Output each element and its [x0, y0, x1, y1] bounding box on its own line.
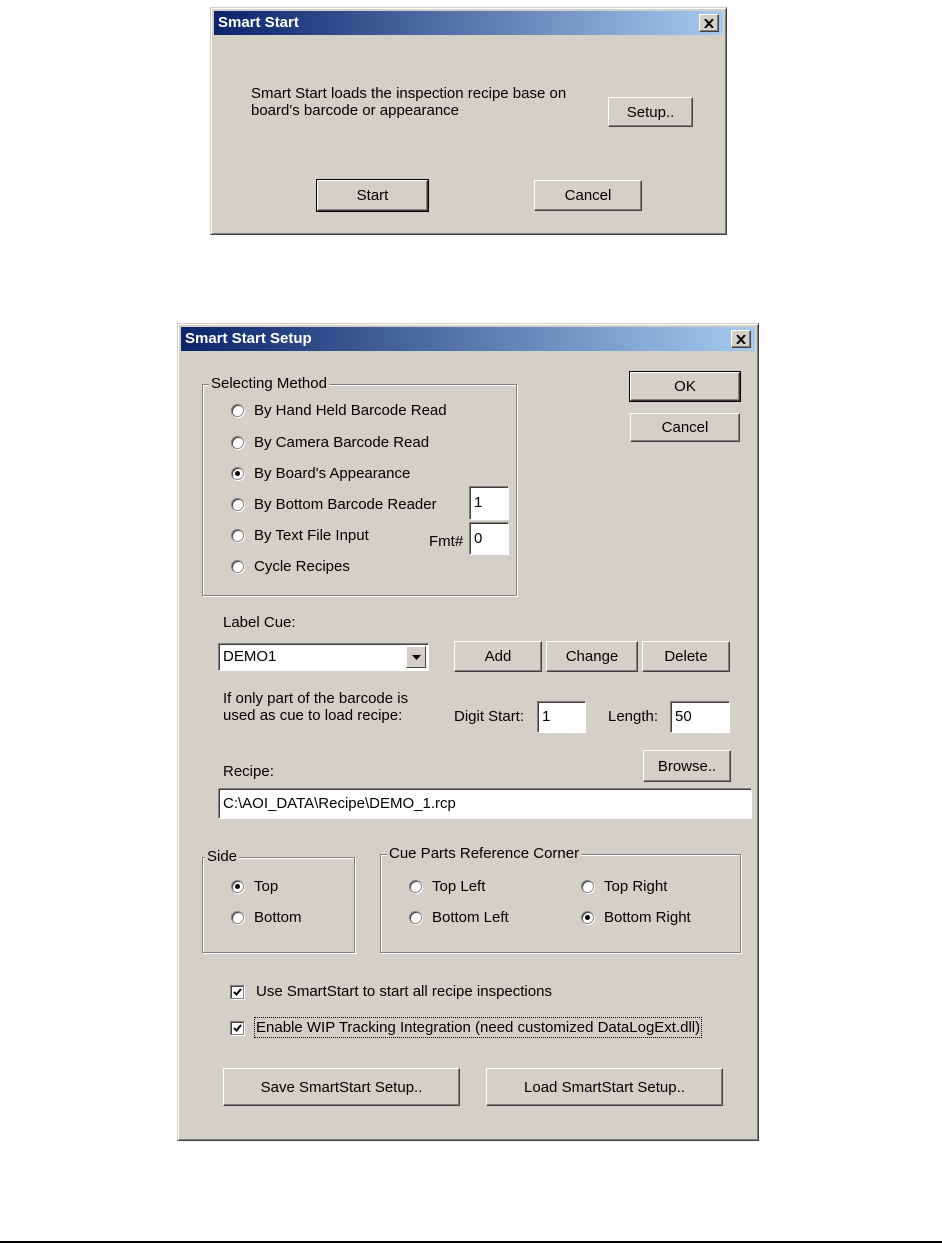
label-cue-label: Label Cue: — [223, 614, 296, 631]
cancel-button[interactable]: Cancel — [534, 180, 642, 211]
selecting-method-group — [202, 375, 517, 596]
recipe-label: Recipe: — [223, 763, 274, 780]
description-text — [251, 85, 566, 119]
method-appearance-radio[interactable] — [231, 465, 410, 482]
chevron-down-icon — [412, 655, 421, 660]
close-button[interactable] — [699, 14, 719, 32]
checkbox-indicator — [230, 985, 244, 999]
corner-bottom-right-radio[interactable] — [581, 909, 691, 926]
checkmark-icon — [233, 988, 242, 996]
window-title: Smart Start Setup — [185, 330, 312, 347]
method-camera-radio[interactable] — [231, 434, 429, 451]
use-smartstart-checkbox[interactable] — [230, 983, 552, 1000]
enable-wip-checkbox[interactable] — [230, 1019, 700, 1036]
checkbox-label: Use SmartStart to start all recipe inspections — [256, 983, 552, 1000]
add-button[interactable]: Add — [454, 641, 542, 672]
start-button[interactable]: Start — [317, 180, 428, 211]
length-input[interactable]: 50 — [670, 701, 730, 733]
dropdown-button[interactable] — [406, 646, 426, 668]
radio-indicator — [231, 436, 244, 449]
change-button[interactable]: Change — [546, 641, 638, 672]
close-button[interactable] — [731, 330, 751, 348]
radio-label: Top — [254, 878, 279, 895]
radio-label: By Bottom Barcode Reader — [254, 496, 437, 513]
note-line: If only part of the barcode is — [223, 690, 409, 707]
bottom-reader-input[interactable]: 1 — [469, 486, 509, 520]
cancel-button[interactable]: Cancel — [630, 413, 740, 442]
side-group — [202, 848, 355, 953]
close-icon — [736, 335, 746, 344]
length-label: Length: — [608, 708, 659, 725]
radio-indicator — [231, 911, 244, 924]
radio-label: By Text File Input — [254, 527, 369, 544]
method-hand-held-radio[interactable] — [231, 402, 447, 419]
radio-indicator — [409, 911, 422, 924]
description-line: board's barcode or appearance — [251, 102, 460, 119]
window-title: Smart Start — [218, 14, 299, 31]
radio-indicator — [581, 880, 594, 893]
smart-start-setup-dialog — [177, 323, 759, 1141]
corner-top-left-radio[interactable] — [409, 878, 485, 895]
side-top-radio[interactable] — [231, 878, 278, 895]
load-setup-button[interactable]: Load SmartStart Setup.. — [486, 1068, 723, 1106]
radio-label: Top Left — [432, 878, 486, 895]
radio-indicator — [231, 467, 244, 480]
delete-button[interactable]: Delete — [642, 641, 730, 672]
fmt-label: Fmt# — [429, 533, 464, 550]
digit-start-label: Digit Start: — [454, 708, 525, 725]
checkbox-label: Enable WIP Tracking Integration (need customized DataLogExt.dll) — [256, 1019, 701, 1036]
radio-label: Top Right — [604, 878, 668, 895]
checkbox-indicator — [230, 1021, 244, 1035]
group-legend: Selecting Method — [211, 375, 327, 392]
smart-start-titlebar[interactable] — [214, 11, 723, 35]
radio-label: Cycle Recipes — [254, 558, 350, 575]
browse-button[interactable]: Browse.. — [643, 750, 731, 782]
radio-indicator — [231, 529, 244, 542]
corner-top-right-radio[interactable] — [581, 878, 667, 895]
radio-indicator — [231, 498, 244, 511]
radio-indicator — [231, 404, 244, 417]
recipe-path-input[interactable]: C:\AOI_DATA\Recipe\DEMO_1.rcp — [218, 788, 752, 819]
close-icon — [704, 19, 714, 28]
corner-group — [380, 845, 741, 953]
radio-label: By Hand Held Barcode Read — [254, 402, 447, 419]
radio-indicator — [581, 911, 594, 924]
method-text-file-radio[interactable] — [231, 527, 369, 544]
label-cue-dropdown[interactable] — [218, 643, 429, 671]
radio-label: Bottom — [254, 909, 302, 926]
smart-start-dialog — [210, 7, 727, 235]
checkmark-icon — [233, 1024, 242, 1032]
method-bottom-reader-radio[interactable] — [231, 496, 437, 513]
note-line: used as cue to load recipe: — [223, 707, 403, 724]
setup-titlebar[interactable] — [181, 327, 755, 351]
radio-label: By Board's Appearance — [254, 465, 411, 482]
radio-label: Bottom Left — [432, 909, 509, 926]
group-legend: Cue Parts Reference Corner — [389, 845, 580, 862]
fmt-input[interactable]: 0 — [469, 522, 509, 555]
side-bottom-radio[interactable] — [231, 909, 302, 926]
radio-label: By Camera Barcode Read — [254, 434, 430, 451]
method-cycle-radio[interactable] — [231, 558, 350, 575]
description-line: Smart Start loads the inspection recipe base on — [251, 85, 567, 102]
radio-indicator — [409, 880, 422, 893]
save-setup-button[interactable]: Save SmartStart Setup.. — [223, 1068, 460, 1106]
setup-button[interactable]: Setup.. — [608, 97, 693, 127]
radio-indicator — [231, 880, 244, 893]
corner-bottom-left-radio[interactable] — [409, 909, 509, 926]
partial-barcode-note — [223, 690, 408, 724]
label-cue-value: DEMO1 — [223, 648, 277, 665]
digit-start-input[interactable]: 1 — [537, 701, 586, 733]
ok-button[interactable]: OK — [630, 372, 740, 401]
group-legend: Side — [207, 848, 238, 865]
radio-label: Bottom Right — [604, 909, 691, 926]
radio-indicator — [231, 560, 244, 573]
